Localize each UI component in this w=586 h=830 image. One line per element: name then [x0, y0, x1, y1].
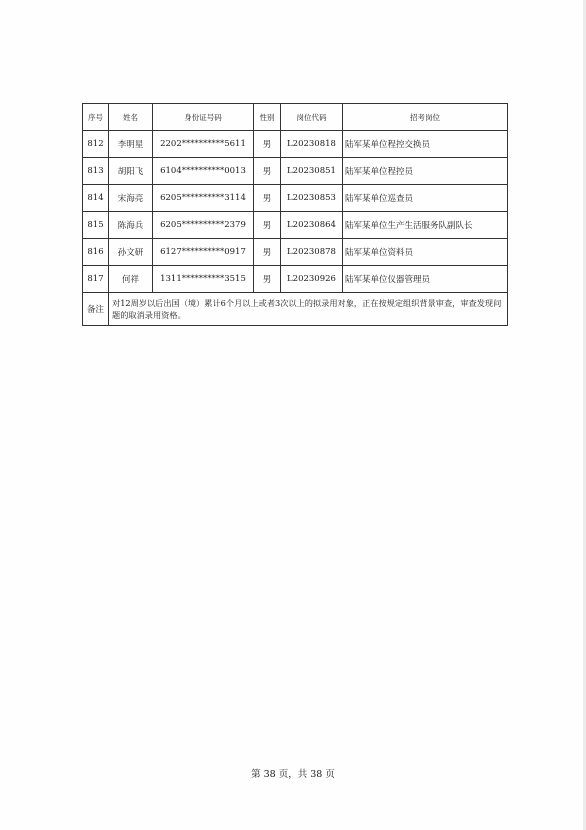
cell-post: 陆军某单位生产生活服务队副队长: [343, 212, 508, 239]
cell-id: 6205**********2379: [153, 212, 254, 239]
note-text: 对12周岁以后出国（境）累计6个月以上或者3次以上的拟录用对象，正在按规定组织背景审查，审查发现问题的取消录用资格。: [109, 293, 508, 326]
cell-name: 胡阳飞: [109, 158, 153, 185]
cell-gender: 男: [254, 158, 281, 185]
page-number-footer: 第 38 页，共 38 页: [251, 769, 335, 780]
header-id: 身份证号码: [153, 104, 254, 131]
cell-no: 813: [83, 158, 109, 185]
cell-name: 李明星: [109, 131, 153, 158]
cell-gender: 男: [254, 212, 281, 239]
cell-no: 812: [83, 131, 109, 158]
cell-gender: 男: [254, 239, 281, 266]
cell-id: 6205**********3114: [153, 185, 254, 212]
table-row: [83, 131, 508, 158]
table-header-row: [83, 104, 508, 131]
header-gender: 性别: [254, 104, 281, 131]
cell-no: 814: [83, 185, 109, 212]
cell-gender: 男: [254, 131, 281, 158]
note-row: [83, 293, 508, 326]
table-row: [83, 185, 508, 212]
cell-id: 6127**********0917: [153, 239, 254, 266]
cell-code: L20230853: [281, 185, 343, 212]
cell-no: 817: [83, 266, 109, 293]
cell-name: 何祥: [109, 266, 153, 293]
cell-id: 1311**********3515: [153, 266, 254, 293]
header-code: 岗位代码: [281, 104, 343, 131]
cell-post: 陆军某单位程控员: [343, 158, 508, 185]
cell-post: 陆军某单位巡查员: [343, 185, 508, 212]
table-row: [83, 212, 508, 239]
cell-name: 孙文研: [109, 239, 153, 266]
cell-gender: 男: [254, 185, 281, 212]
cell-id: 2202**********5611: [153, 131, 254, 158]
cell-no: 816: [83, 239, 109, 266]
cell-code: L20230878: [281, 239, 343, 266]
recruitment-table: [82, 103, 508, 326]
cell-code: L20230818: [281, 131, 343, 158]
table-row: [83, 239, 508, 266]
cell-name: 陈海兵: [109, 212, 153, 239]
table-row: [83, 158, 508, 185]
cell-post: 陆军某单位仪器管理员: [343, 266, 508, 293]
cell-code: L20230851: [281, 158, 343, 185]
cell-post: 陆军某单位程控交换员: [343, 131, 508, 158]
cell-gender: 男: [254, 266, 281, 293]
cell-code: L20230864: [281, 212, 343, 239]
cell-post: 陆军某单位资料员: [343, 239, 508, 266]
table-row: [83, 266, 508, 293]
header-no: 序号: [83, 104, 109, 131]
header-name: 姓名: [109, 104, 153, 131]
cell-no: 815: [83, 212, 109, 239]
cell-id: 6104**********0013: [153, 158, 254, 185]
cell-name: 宋海亮: [109, 185, 153, 212]
cell-code: L20230926: [281, 266, 343, 293]
note-label: 备注: [83, 293, 109, 326]
header-post: 招考岗位: [343, 104, 508, 131]
